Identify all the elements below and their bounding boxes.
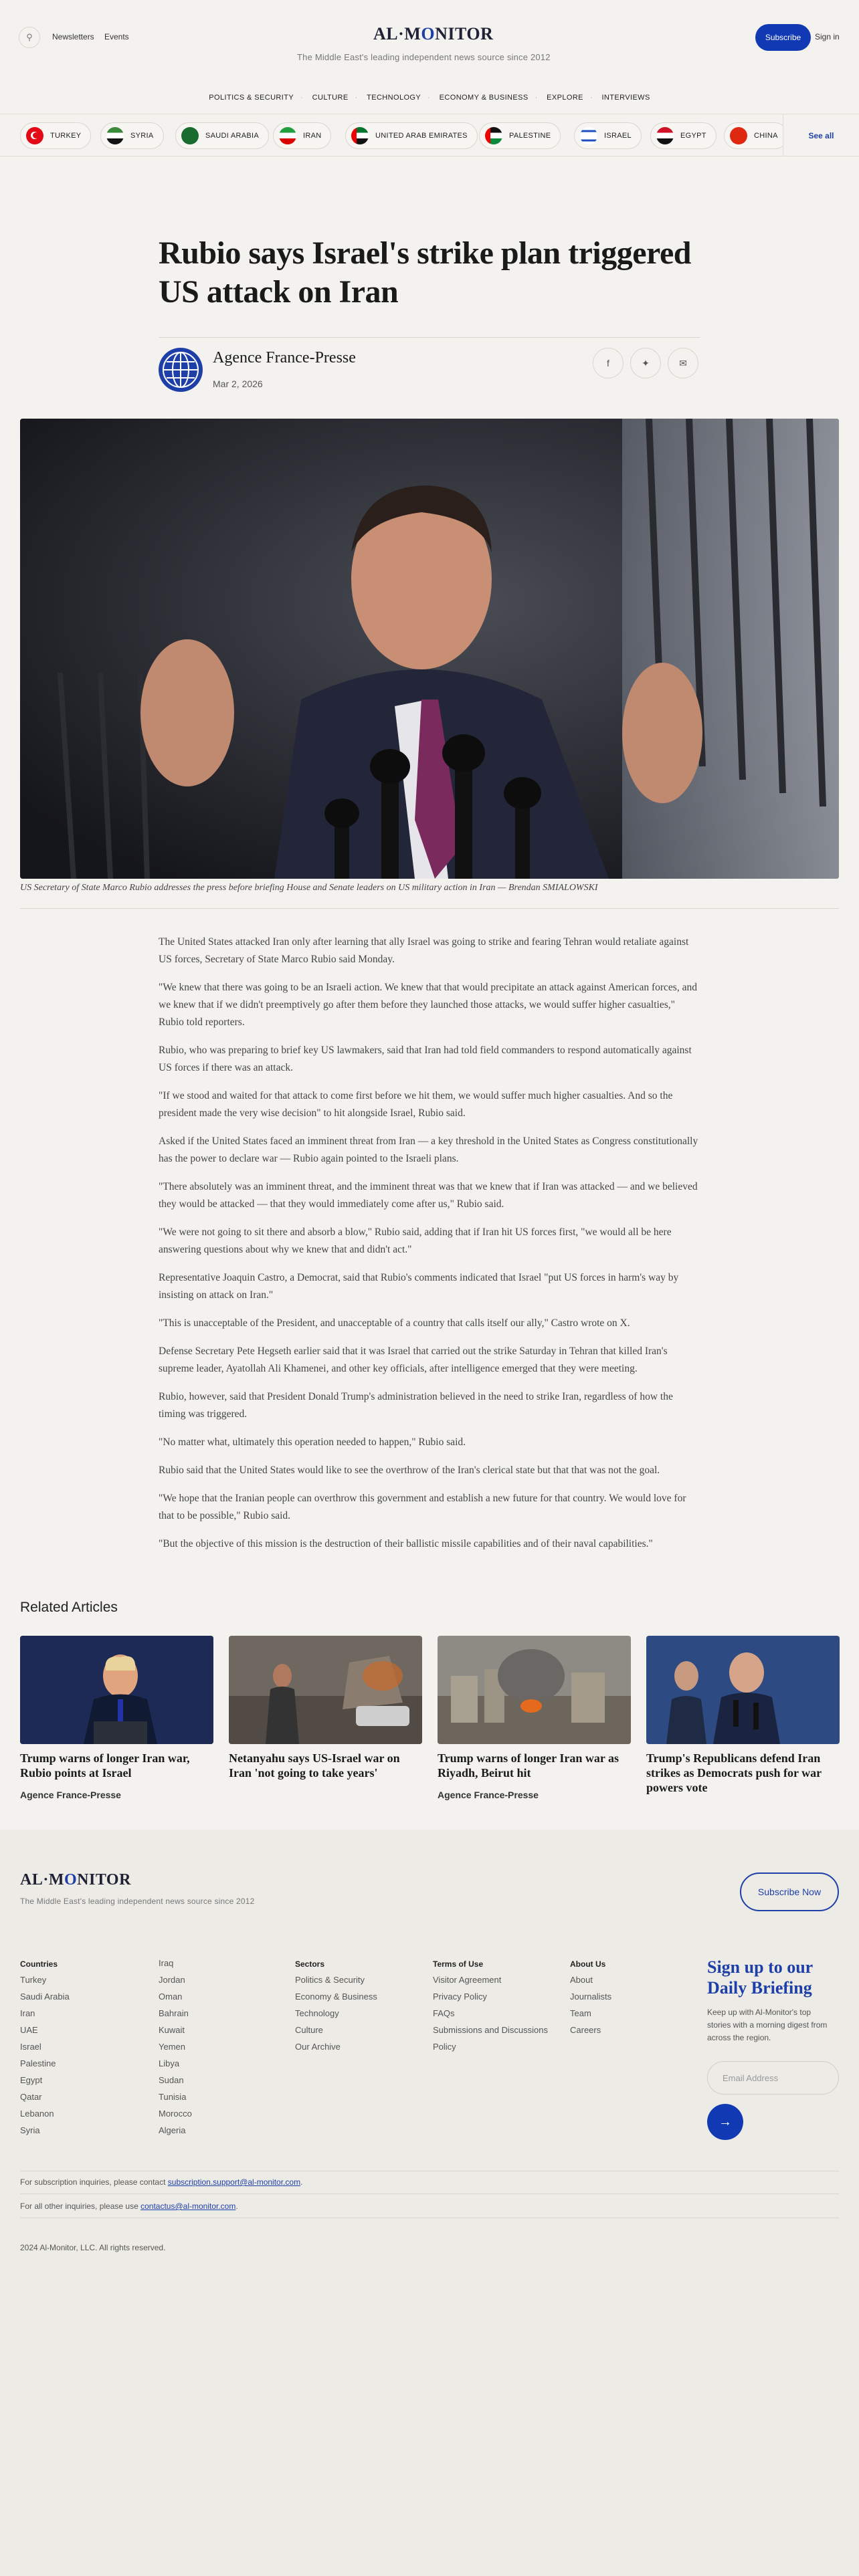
paragraph: Defense Secretary Pete Hegseth earlier said that it was Israel that carried out the strike Saturday in Tehran that killed Iran's supreme leader, Ayatollah Ali Khamenei, and other key officials, after intelligence emerged that they were meeting. — [159, 1346, 668, 1374]
about-heading: About Us — [570, 1959, 606, 1969]
paragraph: Asked if the United States faced an imminent threat from Iran — a key threshold in the United States as Congress constitutionally has the power to declare war — Rubio again pointed to the Israeli plans. — [159, 1136, 698, 1164]
paragraph: "We hope that the Iranian people can overthrow this government and establish a new future for that country. We would love for that to be possible," Rubio said. — [159, 1493, 686, 1521]
facebook-icon: f — [607, 358, 609, 368]
related-source: Agence France-Presse — [20, 1790, 121, 1800]
chip-palestine[interactable]: PALESTINE — [479, 122, 561, 149]
paragraph: "No matter what, ultimately this operation needed to happen," Rubio said. — [159, 1436, 466, 1448]
related-card[interactable] — [20, 1636, 213, 1800]
sectors-list — [295, 1971, 377, 2055]
nav-interviews[interactable]: INTERVIEWS — [601, 94, 650, 102]
footer-link[interactable]: Submissions and Discussions — [433, 2025, 548, 2035]
egypt-flag-icon — [656, 127, 674, 144]
paragraph: The United States attacked Iran only after learning that ally Israel was going to strike and fearing Tehran would retaliate against US forces, Secretary of State Marco Rubio said Monday. — [159, 936, 689, 965]
globe-icon — [161, 350, 200, 389]
paragraph: "We were not going to sit there and absorb a blow," Rubio said, adding that if Iran hit US forces first, "we would all be here answering questions about why we knew that and didn't act." — [159, 1226, 672, 1255]
divider — [159, 337, 700, 338]
author-name[interactable]: Agence France-Presse — [213, 349, 356, 366]
uae-flag-icon — [351, 127, 369, 144]
paragraph: "This is unacceptable of the President, and unacceptable of a country that calls itself our ally," Castro wrote on X. — [159, 1317, 630, 1329]
footer-link[interactable]: Economy & Business — [295, 1992, 377, 2002]
search-button[interactable] — [19, 27, 40, 48]
publish-date: Mar 2, 2026 — [213, 379, 263, 389]
newsletters-link[interactable]: Newsletters — [52, 32, 94, 41]
chip-saudi-arabia[interactable]: SAUDI ARABIA — [175, 122, 269, 149]
chip-syria[interactable]: SYRIA — [100, 122, 164, 149]
turkey-flag-icon — [26, 127, 43, 144]
footer-link[interactable]: Tunisia — [159, 2092, 187, 2102]
arrow-right-icon: → — [719, 2114, 732, 2129]
footer-link[interactable]: Lebanon — [20, 2109, 54, 2119]
divider — [20, 908, 839, 909]
rubio-photo — [20, 419, 839, 879]
events-link[interactable]: Events — [104, 32, 129, 41]
paragraph: "There absolutely was an imminent threat, and the imminent threat was that we knew that if Iran was attacked — and we believed they would be attacked — that they would immediately come after us," Rubio said. — [159, 1181, 698, 1210]
chip-china[interactable]: CHINA — [724, 122, 788, 149]
paragraph: Rubio, however, said that President Donald Trump's administration believed in the need to strike Iran, regardless of how the timing was triggered. — [159, 1391, 673, 1420]
footer-link[interactable]: Our Archive — [295, 2042, 341, 2052]
footer-link[interactable]: Libya — [159, 2058, 180, 2068]
related-card[interactable] — [229, 1636, 422, 1780]
chip-turkey[interactable]: TURKEY — [20, 122, 91, 149]
terms-heading: Terms of Use — [433, 1959, 484, 1969]
footer-link[interactable]: Qatar — [20, 2092, 42, 2102]
footer-link[interactable]: Algeria — [159, 2125, 186, 2135]
footer-link[interactable]: Turkey — [20, 1975, 47, 1985]
palestine-flag-icon — [485, 127, 502, 144]
footer-link[interactable]: Policy — [433, 2042, 456, 2052]
email-icon: ✉ — [679, 357, 687, 368]
footer-link[interactable]: Saudi Arabia — [20, 1992, 70, 2002]
chip-uae[interactable]: UNITED ARAB EMIRATES — [345, 122, 478, 149]
subscribe-button[interactable]: Subscribe — [755, 24, 811, 51]
related-thumbnail — [438, 1636, 631, 1744]
footer-link[interactable]: Sudan — [159, 2075, 184, 2085]
footer-link[interactable]: Politics & Security — [295, 1975, 365, 1985]
subscription-email-link[interactable]: subscription.support@al-monitor.com — [167, 2177, 301, 2187]
hero-image — [20, 419, 839, 879]
footer-link[interactable]: Visitor Agreement — [433, 1975, 502, 1985]
related-source: Agence France-Presse — [438, 1790, 539, 1800]
israel-flag-icon — [580, 127, 597, 144]
copyright: 2024 Al-Monitor, LLC. All rights reserved. — [20, 2243, 166, 2252]
related-articles — [0, 1580, 859, 1830]
paragraph: "But the objective of this mission is the destruction of their ballistic missile capabilities and of their naval capabilities." — [159, 1538, 653, 1549]
china-flag-icon — [730, 127, 747, 144]
footer-link[interactable]: Yemen — [159, 2042, 185, 2052]
related-heading: Related Articles — [20, 1600, 118, 1615]
footer-link[interactable]: Iraq — [159, 1958, 174, 1968]
iran-flag-icon — [279, 127, 296, 144]
signin-link[interactable]: Sign in — [815, 32, 840, 41]
related-title: Trump warns of longer Iran war as Riyadh, Beirut hit — [438, 1751, 619, 1780]
syria-flag-icon — [106, 127, 124, 144]
main-nav: POLITICS & SECURITY · CULTURE · TECHNOLOGY · ECONOMY & BUSINESS · EXPLORE · INTERVIEWS — [209, 94, 650, 102]
site-tagline: The Middle East's leading independent news source since 2012 — [297, 52, 551, 62]
related-thumbnail — [646, 1636, 840, 1744]
footer-link[interactable]: Culture — [295, 2025, 323, 2035]
terms-list — [433, 1971, 548, 2055]
see-all-countries[interactable]: See all — [783, 114, 859, 156]
article-headline: Rubio says Israel's strike plan triggered US attack on Iran — [159, 235, 691, 310]
footer-link[interactable]: Kuwait — [159, 2025, 185, 2035]
contact-email-link[interactable]: contactus@al-monitor.com — [140, 2202, 236, 2211]
footer-link[interactable]: Israel — [20, 2042, 41, 2052]
site-footer — [0, 1830, 859, 2576]
footer-link[interactable]: About — [570, 1975, 593, 1985]
paragraph: Representative Joaquin Castro, a Democrat, said that Rubio's comments indicated that Israel "put US forces in harm's way by insisting on attack on Iran." — [159, 1272, 679, 1301]
related-thumbnail — [20, 1636, 213, 1744]
chip-israel[interactable]: ISRAEL — [574, 122, 642, 149]
twitter-icon: ✦ — [642, 357, 650, 368]
daily-briefing-title: Sign up to our Daily Briefing — [707, 1957, 813, 1998]
related-thumbnail — [229, 1636, 422, 1744]
footer-link[interactable]: Egypt — [20, 2075, 43, 2085]
chip-egypt[interactable]: EGYPT — [650, 122, 717, 149]
countries-heading: Countries — [20, 1959, 58, 1969]
related-card[interactable] — [646, 1636, 840, 1795]
nav-technology[interactable]: TECHNOLOGY — [367, 94, 421, 102]
related-title: Netanyahu says US-Israel war on Iran 'not going to take years' — [229, 1751, 400, 1780]
footer-link[interactable]: Jordan — [159, 1975, 185, 1985]
hero-caption: US Secretary of State Marco Rubio addresses the press before briefing House and Senate leaders on US military action in Iran — Brendan SMIALOWSKI — [20, 883, 598, 893]
footer-logo[interactable]: AL·MONITOR — [20, 1871, 131, 1889]
general-inquiry: For all other inquiries, please use contactus@al-monitor.com. — [20, 2202, 238, 2211]
subscription-inquiry: For subscription inquiries, please contact subscription.support@al-monitor.com. — [20, 2177, 303, 2187]
footer-link[interactable]: Technology — [295, 2008, 339, 2018]
subscribe-now-button[interactable]: Subscribe Now — [740, 1872, 839, 1911]
countries-list — [20, 1971, 70, 2139]
nav-explore[interactable]: EXPLORE — [547, 94, 583, 102]
footer-link[interactable]: Syria — [20, 2125, 40, 2135]
footer-link[interactable]: Privacy Policy — [433, 1992, 487, 2002]
footer-link[interactable]: Oman — [159, 1992, 183, 2002]
daily-briefing-text: Keep up with Al-Monitor's top stories with a morning digest from across the region. — [707, 2008, 828, 2042]
divider — [20, 2193, 839, 2194]
country-chips — [0, 114, 859, 156]
paragraph: Rubio said that the United States would like to see the overthrow of the Iran's clerical state but that that was not the goal. — [159, 1465, 660, 1476]
about-list — [570, 1971, 611, 2038]
footer-link[interactable]: Team — [570, 2008, 591, 2018]
footer-link[interactable]: Iran — [20, 2008, 35, 2018]
saudi-flag-icon — [181, 127, 199, 144]
paragraph: Rubio, who was preparing to brief key US lawmakers, said that Iran had told field commanders to respond automatically against US forces if there was an attack. — [159, 1045, 692, 1073]
footer-link[interactable]: Morocco — [159, 2109, 192, 2119]
footer-link[interactable]: Careers — [570, 2025, 601, 2035]
countries-list-2 — [159, 1955, 192, 2139]
share-email-button[interactable] — [668, 348, 698, 379]
top-header — [0, 0, 859, 75]
paragraph: "If we stood and waited for that attack to come first before we hit them, we would suffer much higher casualties. And so the president made the very wise decision" to hit alongside Israel, Rubio said. — [159, 1090, 673, 1119]
nav-economy-business[interactable]: ECONOMY & BUSINESS — [439, 94, 529, 102]
footer-link[interactable]: UAE — [20, 2025, 38, 2035]
share-twitter-button[interactable] — [630, 348, 661, 379]
footer-link[interactable]: Bahrain — [159, 2008, 189, 2018]
footer-link[interactable]: FAQs — [433, 2008, 455, 2018]
sectors-heading: Sectors — [295, 1959, 325, 1969]
footer-tagline: The Middle East's leading independent news source since 2012 — [20, 1897, 255, 1906]
newsletter-submit-button[interactable] — [707, 2104, 743, 2140]
share-facebook-button[interactable] — [593, 348, 624, 379]
email-input[interactable]: Email Address — [707, 2061, 839, 2095]
search-icon: ⚲ — [26, 32, 33, 42]
author-avatar — [159, 348, 203, 392]
chip-iran[interactable]: IRAN — [273, 122, 331, 149]
related-card[interactable] — [438, 1636, 631, 1800]
site-logo[interactable]: AL·MONITOR — [373, 24, 494, 43]
nav-culture[interactable]: CULTURE — [312, 94, 349, 102]
footer-link[interactable]: Palestine — [20, 2058, 56, 2068]
article-body — [159, 934, 700, 1564]
footer-link[interactable]: Journalists — [570, 1992, 612, 2002]
paragraph: "We knew that there was going to be an Israeli action. We knew that that would precipitate an attack against American forces, and we knew that if we didn't preemptively go after them before they launched those attacks, we would suffer higher casualties," Rubio told reporters. — [159, 982, 697, 1028]
related-title: Trump warns of longer Iran war, Rubio points at Israel — [20, 1751, 190, 1780]
nav-politics-security[interactable]: POLITICS & SECURITY — [209, 94, 294, 102]
related-title: Trump's Republicans defend Iran strikes as Democrats push for war powers vote — [646, 1751, 822, 1794]
